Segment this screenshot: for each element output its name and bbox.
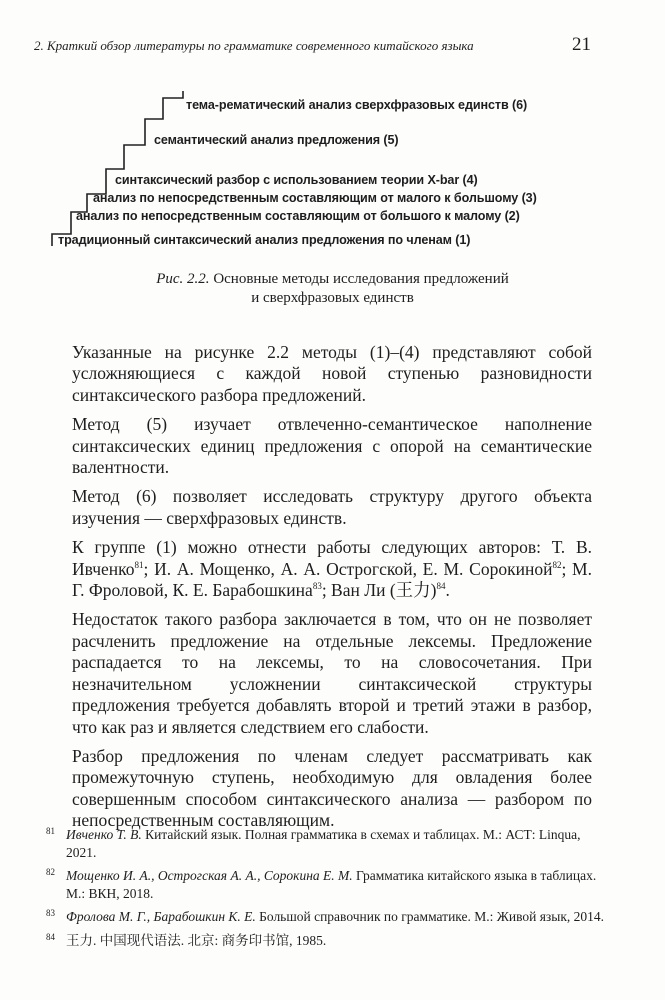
caption-label: Рис. 2.2. xyxy=(156,271,210,287)
methods-staircase-figure xyxy=(0,0,665,260)
paragraph-2: Метод (5) изучает отвлеченно-семантическое наполнение синтаксических единиц предложения с опорой на семантические валентности. xyxy=(72,414,592,478)
paragraph-1: Указанные на рисунке 2.2 методы (1)–(4) представляют собой усложняющиеся с каждой новой ступенью разновидности синтаксического разбора предложений. xyxy=(72,342,592,405)
footnote-ref-82: 82 xyxy=(552,559,562,570)
footnote-ref-81: 81 xyxy=(134,559,144,570)
level-2-label: анализ по непосредственным составляющим от большого к малому (2) xyxy=(76,209,520,223)
level-1-label: традиционный синтаксический анализ предложения по членам (1) xyxy=(58,233,471,247)
level-6-label: тема-рематический анализ сверхфразовых единств (6) xyxy=(186,98,528,112)
footnote-83: 83 Фролова М. Г., Барабошкин К. Е. Большой справочник по грамматике. М.: Живой язык, 2014. xyxy=(46,908,605,924)
level-5-label: семантический анализ предложения (5) xyxy=(154,133,399,147)
body-text xyxy=(72,342,592,840)
footnote-ref-84: 84 xyxy=(436,581,446,592)
footnote-84: 84 王力. 中国现代语法. 北京: 商务印书馆, 1985. xyxy=(46,931,327,948)
paragraph-6: Разбор предложения по членам следует рассматривать как промежуточную ступень, необходимую для овладения более совершенным способом синтаксического анализа — разбором по непосредственным составляющим. xyxy=(72,745,592,831)
caption-line-1: Основные методы исследования предложений xyxy=(213,271,509,287)
running-title: 2. Краткий обзор литературы по грамматике современного китайского языка xyxy=(34,38,474,53)
level-3-label: анализ по непосредственным составляющим от малого к большому (3) xyxy=(93,191,537,205)
figure-caption xyxy=(0,270,665,308)
footnotes xyxy=(46,826,606,955)
paragraph-4: К группе (1) можно отнести работы следующих авторов: Т. В. Ивченко$^{81}$; И. А. Мощенко, А. А. Острогской, Е. М. Сорокиной$^{82}$; М. Г. Фроловой, К. Е. Барабошкина$^{83}$; Ван Ли (王力)$^{84}$. xyxy=(72,537,592,601)
paragraph-3: Метод (6) позволяет исследовать структуру другого объекта изучения — сверхфразовых единств. xyxy=(72,486,592,528)
footnote-82: 82 Мощенко И. А., Острогская А. А., Сорокина Е. М. Грамматика китайского языка в таблицах. М.: ВКН, 2018. xyxy=(46,867,597,901)
footnote-81: 81 Ивченко Т. В. Китайский язык. Полная грамматика в схемах и таблицах. М.: АСТ: Linqua, 2021. xyxy=(46,826,581,860)
paragraph-5: Недостаток такого разбора заключается в том, что он не позволяет расчленить предложение на отдельные лексемы. Предложение распадается то на лексемы, то на словосочетания. При незначительном усложнении синтаксической структуры предложения требуется добавлять второй и третий этажи в разбор, что как раз и является следствием его слабости. xyxy=(72,609,592,737)
level-4-label: синтаксический разбор с использованием теории X-bar (4) xyxy=(115,173,478,187)
footnote-ref-83: 83 xyxy=(312,581,322,592)
caption-line-2: и сверхфразовых единств xyxy=(251,290,414,306)
page-number: 21 xyxy=(572,34,591,55)
